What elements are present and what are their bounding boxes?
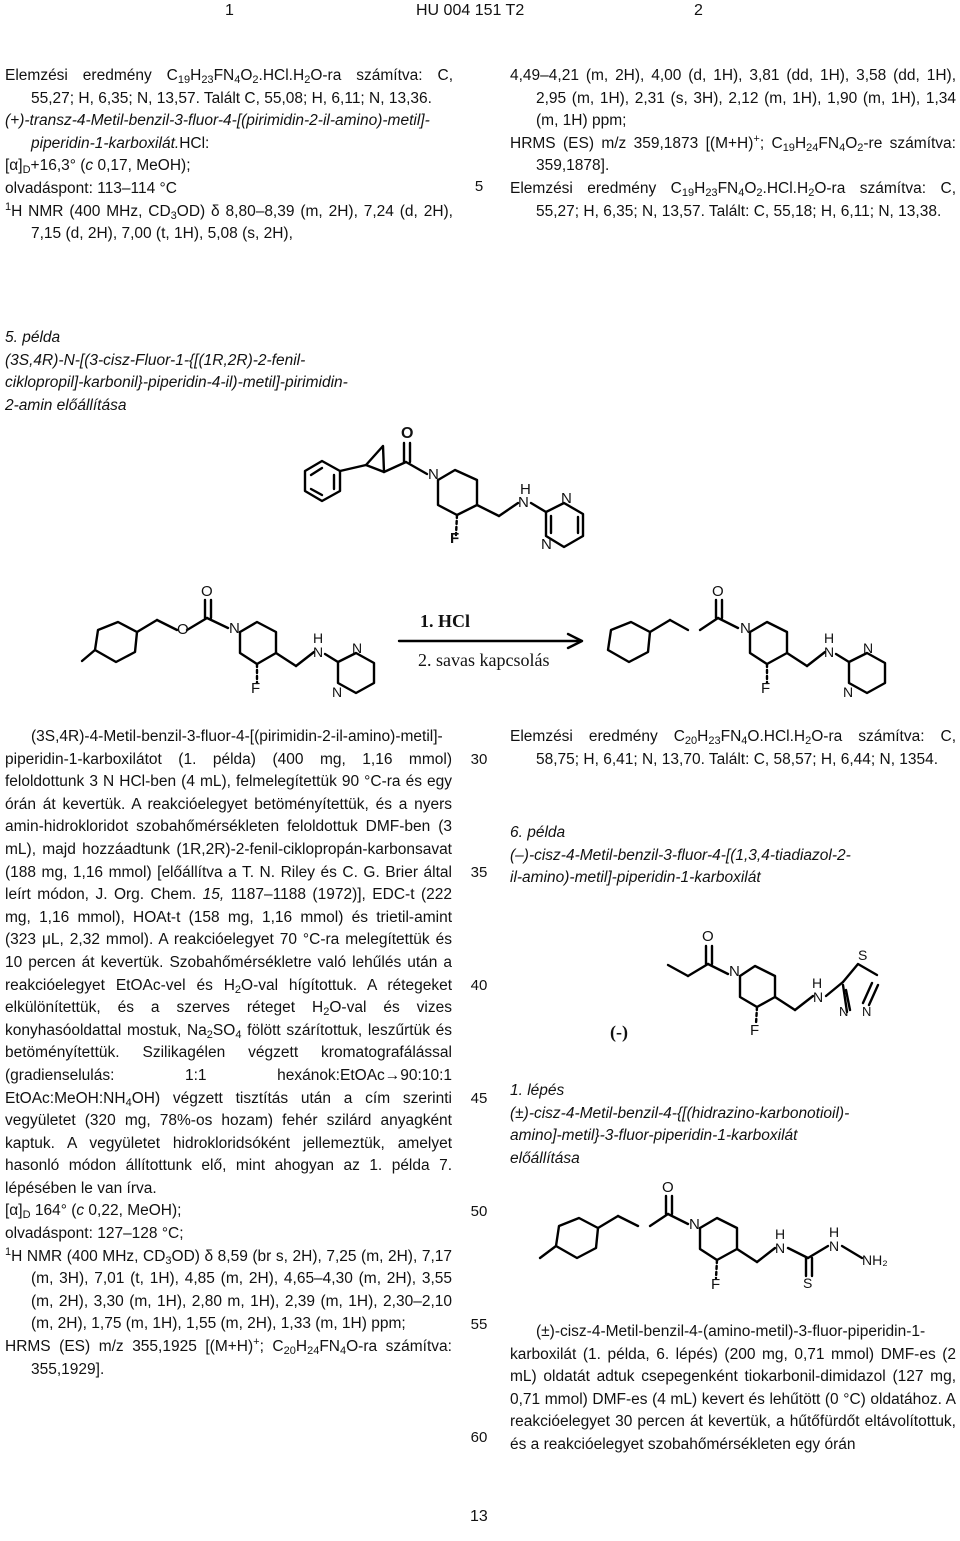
example-title-line: ciklopropil]-karbonil}-piperidin-4-il)-metil]-pirimidin- xyxy=(5,374,348,392)
step1-label-nh2: NH₂ xyxy=(862,1252,888,1268)
reagent-step-1: 1. HCl xyxy=(420,611,471,631)
step1-label-n: N xyxy=(689,1216,700,1233)
step-title-line: (±)-cisz-4-Metil-benzil-4-{[(hidrazino-karbonotioil)- xyxy=(510,1104,850,1122)
scheme-label-n: N xyxy=(313,644,324,660)
stereo-label: (-) xyxy=(610,1022,628,1042)
nmr-text: $^1$H NMR (400 MHz, $CD_3OD$) δ 8,59 (br s, 2H), 7,25 (m, 2H), 7,17 (m, 3H), 7,01 (t, 1H), 4,85 (m, 2H), 4,65–4,30 (m, 2H), 3,55 (m, 2H), 3,30 (m, 1H), 2,80 m, 1H), 2,39 (m, 1H), 2,30–2,10 (m, 2H), 1,75 (m, 1H), 1,55 (m, 2H), 1,33 (m, 1H) ppm; xyxy=(5,1245,452,1333)
step1-label-s: S xyxy=(803,1275,813,1291)
step-title-line: amino]-metil}-3-fluor-piperidin-1-karboxilát xyxy=(510,1127,798,1145)
example-title-line: (3S,4R)-N-[(3-cisz-Fluor-1-{[(1R,2R)-2-fenil- xyxy=(5,351,306,369)
step1-label-h: H xyxy=(829,1224,840,1240)
struct-label-h: H xyxy=(520,481,531,498)
ex6-label-n: N xyxy=(813,989,824,1005)
step1-label-f: F xyxy=(711,1276,721,1293)
scheme-label-f: F xyxy=(251,680,261,697)
struct-label-n: N xyxy=(561,490,572,507)
patent-id: HU 004 151 T2 xyxy=(416,2,525,19)
scheme-label-n: N xyxy=(352,640,363,656)
analysis-paragraph: Elemzési eredmény $C_{20}H_{23}FN_4O.HCl.H_2O-ra$ számítva: C, 58,75; H, 6,41; N, 13,70. Talált: C, 58,57; H, 6,44; N, 1354. xyxy=(510,728,956,768)
struct-label-f: F xyxy=(450,530,460,547)
scheme-label-f: F xyxy=(761,680,771,697)
hrms-text: HRMS (ES) m/z 355,1925 [(M+H)+; $C_{20}H_{24}FN_4O-ra$ számítva: 355,1929]. xyxy=(5,1336,452,1378)
page-number-left: 1 xyxy=(225,2,234,19)
line-number: 35 xyxy=(470,864,488,881)
step1-label-o: O xyxy=(662,1179,674,1196)
optical-rotation: $[\alpha]_D+16,3^\circ$ (c 0,17, MeOH); xyxy=(5,157,191,177)
ex6-label-o: O xyxy=(702,928,714,945)
scheme-label-o: O xyxy=(712,583,724,600)
struct-label-n: N xyxy=(541,536,552,553)
ex6-label-n: N xyxy=(862,1004,872,1019)
step-title-line: előállítása xyxy=(510,1149,580,1167)
step1-label-n: N xyxy=(775,1240,786,1256)
scheme-label-o: O xyxy=(201,583,213,600)
analysis-paragraph: Elemzési eredmény $C_{19}H_{23}FN_4O_2.HCl.H_2O-ra$ számítva: C, 55,27; H, 6,35; N, 13,57. Talált C, 55,08; H, 6,11; N, 13,36. xyxy=(5,67,453,107)
melting-point: olvadáspont: 127–128 °C; xyxy=(5,1225,184,1243)
struct-label-n: N xyxy=(428,466,439,483)
scheme-label-o: O xyxy=(177,621,189,638)
ex6-label-f: F xyxy=(750,1022,760,1039)
struct-label-n: N xyxy=(518,494,529,511)
scheme-label-n: N xyxy=(843,684,854,700)
procedure-paragraph: (±)-cisz-4-Metil-benzil-4-(amino-metil)-3-fluor-piperidin-1-karboxilát (1. példa, 6. lépés) (200 mg, 0,71 mmol) DMF-es (2 mL) oldatát adtuk csepegenként tiokarbonil-dimidazol (127 mg, 0,71 mmol) DMF-es (4 mL) kevert és lehűtött (0 °C) oldatához. A reakcióelegyet 30 percen át kevertük, a hűtőfürdőt eltávolítottuk, és a reakcióelegyet szobahőmérsékleten egy órán xyxy=(510,1323,956,1453)
optical-rotation: $[\alpha]_D$ 164° (c 0,22, MeOH); xyxy=(5,1202,182,1222)
melting-point: olvadáspont: 113–114 °C xyxy=(5,179,177,197)
hrms-text: HRMS (ES) m/z 359,1873 [(M+H)+; $C_{19}H_{24}FN_4O_2-re$ számítva: 359,1878]. xyxy=(510,132,956,175)
nmr-continued: 4,49–4,21 (m, 2H), 4,00 (d, 1H), 3,81 (dd, 1H), 3,58 (dd, 1H), 2,95 (m, 1H), 2,31 (s, 3H), 2,12 (m, 1H), 1,90 (m, 1H), 1,34 (m, 1H) ppm; xyxy=(510,67,956,130)
line-number: 5 xyxy=(474,178,484,195)
ex6-label-n: N xyxy=(839,1004,849,1019)
line-number: 30 xyxy=(470,751,488,768)
line-number: 45 xyxy=(470,1090,488,1107)
struct-label-o: O xyxy=(401,425,414,442)
example-title-line: 2-amin előállítása xyxy=(5,396,127,414)
footer-page-number: 13 xyxy=(470,1508,488,1525)
procedure-paragraph: (3S,4R)-4-Metil-benzil-3-fluor-4-[(pirimidin-2-il-amino)-metil]-piperidin-1-karboxilátot (1. példa) (400 mg, 1,16 mmol) feloldottunk 3 N HCl-ben (4 mL), felmelegítettük 90 °C-ra és egy órán át kevertük. A reakcióelegyet betöményítettük, és a nyers amin-hidrokloridot szobahőmérsékleten feloldottuk DMF-ben (3 mL), majd hozzáadtunk (1R,2R)-2-fenil-ciklopropán-karbonsavat (188 mg, 1,16 mmol) [előállítva a T. N. Riley és C. G. Brier által leírt módon, J. Org. Chem. 15, 1187–1188 (1972)], EDC-t (222 mg, 1,16 mmol), HOAt-t (158 mg, 1,16 mmol) és trietil-amint (323 μL, 2,32 mmol). A reakcióelegyet 70 °C-ra melegítettük és 10 percen át kevertük. Szobahőmérsékletre való lehűlés után a reakcióelegyet EtOAc-vel és $H_2O$-val hígítottuk. A rétegeket elkülönítettük, és a szerves réteget $H_2O$-val és vizes konyhasóoldattal mostuk, $Na_2SO_4$ fölött szárítottuk, leszűrtük és betöményítettük. Szilikagélen végzett kromatografálással (gradienselulás: 1:1 hexánok:EtOAc→90:10:1 $EtOAc:MeOH:NH_4OH$) végzett tisztítás után a cím szerinti vegyületet (320 mg, 78%-os hozam) fehér szilárd anyagként kaptuk. A vegyületet hidrokloridsóként jellemeztük, amelyet hasonló módon állítottunk elő, mint ahogyan az 1. példa 7. lépésében le van írva. xyxy=(5,728,453,1197)
scheme-label-n: N xyxy=(332,684,343,700)
scheme-label-n: N xyxy=(740,620,751,637)
step1-label-h: H xyxy=(775,1226,786,1242)
scheme-label-n: N xyxy=(863,640,874,656)
example-heading: 5. példa xyxy=(5,329,61,346)
line-number: 40 xyxy=(470,977,488,994)
scheme-label-h: H xyxy=(824,630,835,646)
line-number: 60 xyxy=(470,1429,488,1446)
example-title-line: il-amino)-metil]-piperidin-1-karboxilát xyxy=(510,869,761,887)
scheme-label-n: N xyxy=(824,644,835,660)
ex6-label-h: H xyxy=(812,975,823,991)
line-number: 55 xyxy=(470,1316,488,1333)
example-heading: 6. példa xyxy=(510,824,566,841)
line-number: 50 xyxy=(470,1203,488,1220)
page-number-right: 2 xyxy=(694,2,703,19)
nmr-text: $^1$H NMR (400 MHz, $CD_3OD$) δ 8,80–8,39 (m, 2H), 7,24 (d, 2H), 7,15 (d, 2H), 7,00 (t, 1H), 5,08 (s, 2H), xyxy=(5,200,453,243)
reagent-step-2: 2. savas kapcsolás xyxy=(418,650,550,670)
scheme-label-n: N xyxy=(229,620,240,637)
ex6-label-n: N xyxy=(729,963,740,980)
analysis-paragraph: Elemzési eredmény $C_{19}H_{23}FN_4O_2.HCl.H_2O-ra$ számítva: C, 55,27; H, 6,35; N, 13,57. Talált: C, 55,18; H, 6,11; N, 13,38. xyxy=(510,179,956,220)
right-bottom-paragraph-block xyxy=(510,1321,956,1457)
compound-name: (+)-transz-4-Metil-benzil-3-fluor-4-[(pirimidin-2-il-amino)-metil]-piperidin-1-karboxilát.HCl: xyxy=(5,112,430,152)
example-title-line: (–)-cisz-4-Metil-benzil-3-fluor-4-[(1,3,4-tiadiazol-2- xyxy=(510,846,851,864)
ex6-label-s: S xyxy=(858,947,868,963)
scheme-label-h: H xyxy=(313,630,324,646)
step1-label-n: N xyxy=(829,1238,840,1254)
step-heading: 1. lépés xyxy=(510,1082,565,1099)
